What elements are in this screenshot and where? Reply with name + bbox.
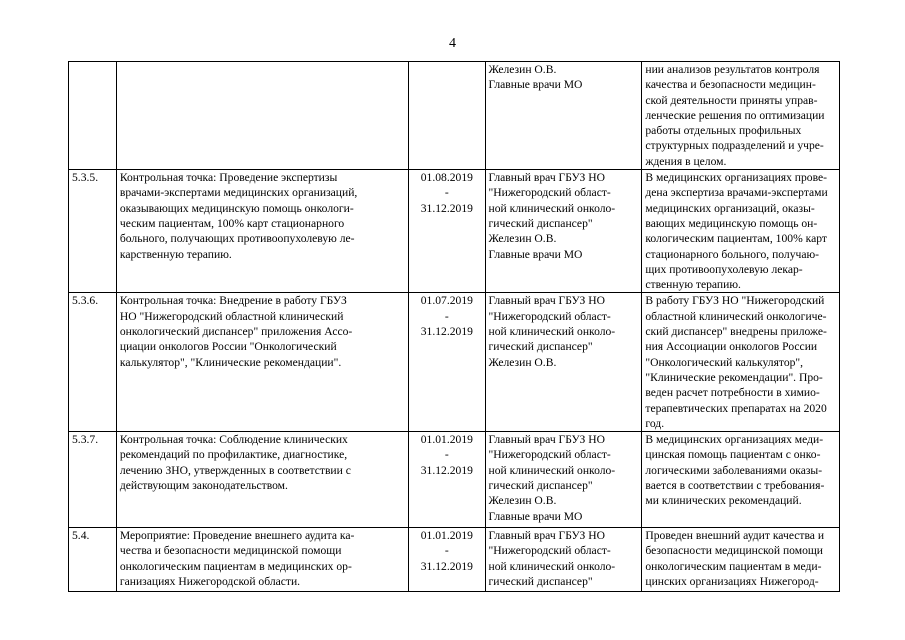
- responsible-cell: [485, 293, 642, 432]
- row-number-cell: [69, 528, 117, 592]
- text-line: онкологическим пациентам в медицинских ор-: [119, 559, 352, 573]
- text-line: кологическим пациентам, 100% карт: [645, 232, 827, 246]
- responsible-cell: [485, 62, 642, 170]
- text-line: медицинских организаций, оказы-: [645, 201, 815, 215]
- text-line: Железин О.В.: [488, 232, 557, 246]
- text-line: оказывающих медицинскую помощь онкологи-: [119, 201, 354, 215]
- text-line: ганизациях Нижегородской области.: [119, 575, 301, 589]
- text-line: нии анализов результатов контроля: [645, 63, 820, 76]
- text-line: НО "Нижегородский областной клинический: [119, 309, 344, 323]
- text-line: лечению ЗНО, утвержденных в соответствии с: [119, 463, 351, 477]
- activity-cell: [116, 293, 408, 432]
- text-line: чества и безопасности медицинской помощи: [119, 544, 342, 558]
- table-row: [69, 293, 840, 432]
- text-line: щих противоопухолевую лекар-: [645, 262, 803, 276]
- plan-table-body: [69, 62, 840, 592]
- text-line: логическими заболеваниями оказы-: [645, 463, 823, 477]
- text-line: онкологический диспансер" приложения Ассо-: [119, 325, 353, 339]
- responsible-cell: [485, 528, 642, 592]
- text-line: 01.01.2019: [420, 433, 473, 447]
- text-line: 31.12.2019: [420, 559, 473, 573]
- text-line: циации онкологов России "Онкологический: [119, 340, 337, 354]
- text-line: веден расчет потребности в химио-: [645, 386, 820, 400]
- page-number: 4: [449, 36, 456, 51]
- result-cell: [642, 62, 840, 170]
- text-line: областной клинический онкологиче-: [645, 309, 827, 323]
- text-line: стационарного больного, получаю-: [645, 247, 819, 261]
- text-line: Главный врач ГБУЗ НО: [488, 529, 606, 543]
- table-row: [69, 62, 840, 170]
- dates-cell: [409, 528, 485, 592]
- activity-cell: [116, 432, 408, 528]
- text-line: цинская помощь пациентам с онко-: [645, 448, 821, 462]
- text-line: -: [444, 186, 449, 200]
- text-line: Главные врачи МО: [488, 509, 583, 523]
- text-line: Главные врачи МО: [488, 78, 583, 92]
- text-line: В работу ГБУЗ НО "Нижегородский: [645, 294, 825, 308]
- responsible-cell: [485, 170, 642, 293]
- text-line: "Нижегородский област-: [488, 448, 611, 462]
- text-line: ной клинический онколо-: [488, 463, 616, 477]
- text-line: гический диспансер": [488, 479, 593, 493]
- plan-table: [68, 61, 840, 592]
- text-line: карственную терапию.: [119, 247, 232, 261]
- dates-cell: [409, 62, 485, 170]
- row-number-cell: [69, 62, 117, 170]
- row-number: 5.3.5.: [72, 171, 99, 185]
- text-line: В медицинских организациях меди-: [645, 433, 824, 447]
- text-line: гический диспансер": [488, 216, 593, 230]
- text-line: "Клинические рекомендации". Про-: [645, 370, 823, 384]
- text-line: -: [444, 309, 449, 323]
- text-line: ческим пациентам, 100% карт стационарного: [119, 216, 345, 230]
- text-line: Проведен внешний аудит качества и: [645, 529, 825, 543]
- text-line: ждения в целом.: [645, 154, 727, 168]
- text-line: работы отдельных профильных: [645, 124, 802, 138]
- dates-cell: [409, 170, 485, 293]
- text-line: дена экспертиза врачами-экспертами: [645, 186, 828, 200]
- text-line: 01.08.2019: [420, 171, 473, 185]
- text-line: действующим законодательством.: [119, 479, 288, 493]
- text-line: -: [444, 448, 449, 462]
- text-line: год.: [645, 416, 665, 430]
- text-line: цинских организациях Нижегород-: [645, 575, 819, 589]
- text-line: ленческие решения по оптимизации: [645, 108, 825, 122]
- text-line: Главный врач ГБУЗ НО: [488, 294, 606, 308]
- text-line: ной клинический онколо-: [488, 201, 616, 215]
- text-line: Главный врач ГБУЗ НО: [488, 171, 606, 185]
- dates-cell: [409, 432, 485, 528]
- text-line: ной клинический онколо-: [488, 559, 616, 573]
- text-line: 31.12.2019: [420, 325, 473, 339]
- text-line: Железин О.В.: [488, 355, 557, 369]
- text-line: Контрольная точка: Проведение экспертизы: [119, 171, 338, 185]
- text-line: Главные врачи МО: [488, 247, 583, 261]
- text-line: безопасности медицинской помощи: [645, 544, 824, 558]
- text-line: структурных подразделений и учре-: [645, 139, 824, 153]
- table-row: [69, 432, 840, 528]
- activity-cell: [116, 62, 408, 170]
- text-line: Мероприятие: Проведение внешнего аудита ка-: [119, 529, 355, 543]
- text-line: ской деятельности приняты управ-: [645, 93, 818, 107]
- table-row: [69, 170, 840, 293]
- text-line: Главный врач ГБУЗ НО: [488, 433, 606, 447]
- text-line: 31.12.2019: [420, 201, 473, 215]
- text-line: онкологическим пациентам в меди-: [645, 559, 822, 573]
- dates-cell: [409, 293, 485, 432]
- text-line: Контрольная точка: Внедрение в работу ГБУЗ: [119, 294, 347, 308]
- text-line: 01.01.2019: [420, 529, 473, 543]
- text-line: Железин О.В.: [488, 494, 557, 508]
- row-number: 5.3.7.: [72, 433, 99, 447]
- text-line: терапевтических препаратах на 2020: [645, 401, 827, 415]
- text-line: гический диспансер": [488, 575, 593, 589]
- text-line: вающих медицинскую помощь он-: [645, 216, 818, 230]
- text-line: калькулятор", "Клинические рекомендации".: [119, 355, 342, 369]
- text-line: 31.12.2019: [420, 463, 473, 477]
- text-line: качества и безопасности медицин-: [645, 78, 816, 92]
- text-line: "Нижегородский област-: [488, 186, 611, 200]
- text-line: гический диспансер": [488, 340, 593, 354]
- row-number-cell: [69, 293, 117, 432]
- text-line: В медицинских организациях прове-: [645, 171, 828, 185]
- result-cell: [642, 432, 840, 528]
- text-line: ми клинических рекомендаций.: [645, 494, 802, 508]
- result-cell: [642, 170, 840, 293]
- row-number-cell: [69, 432, 117, 528]
- text-line: врачами-экспертами медицинских организаций,: [119, 186, 358, 200]
- text-line: "Нижегородский област-: [488, 544, 611, 558]
- text-line: Контрольная точка: Соблюдение клинических: [119, 433, 348, 447]
- text-line: ский диспансер" внедрены приложе-: [645, 325, 827, 339]
- row-number: 5.4.: [72, 529, 90, 543]
- text-line: -: [444, 544, 449, 558]
- text-line: Железин О.В.: [488, 63, 557, 76]
- result-cell: [642, 528, 840, 592]
- text-line: вается в соответствии с требования-: [645, 479, 825, 493]
- row-number-cell: [69, 170, 117, 293]
- table-row: [69, 528, 840, 592]
- text-line: больного, получающих противоопухолевую ле-: [119, 232, 355, 246]
- text-line: ния Ассоциации онкологов России: [645, 340, 818, 354]
- responsible-cell: [485, 432, 642, 528]
- row-number: 5.3.6.: [72, 294, 99, 308]
- text-line: "Онкологический калькулятор",: [645, 355, 804, 369]
- activity-cell: [116, 170, 408, 293]
- text-line: 01.07.2019: [420, 294, 473, 308]
- result-cell: [642, 293, 840, 432]
- text-line: "Нижегородский област-: [488, 309, 611, 323]
- text-line: ной клинический онколо-: [488, 325, 616, 339]
- text-line: рекомендаций по профилактике, диагностике,: [119, 448, 348, 462]
- activity-cell: [116, 528, 408, 592]
- text-line: ственную терапию.: [645, 278, 741, 292]
